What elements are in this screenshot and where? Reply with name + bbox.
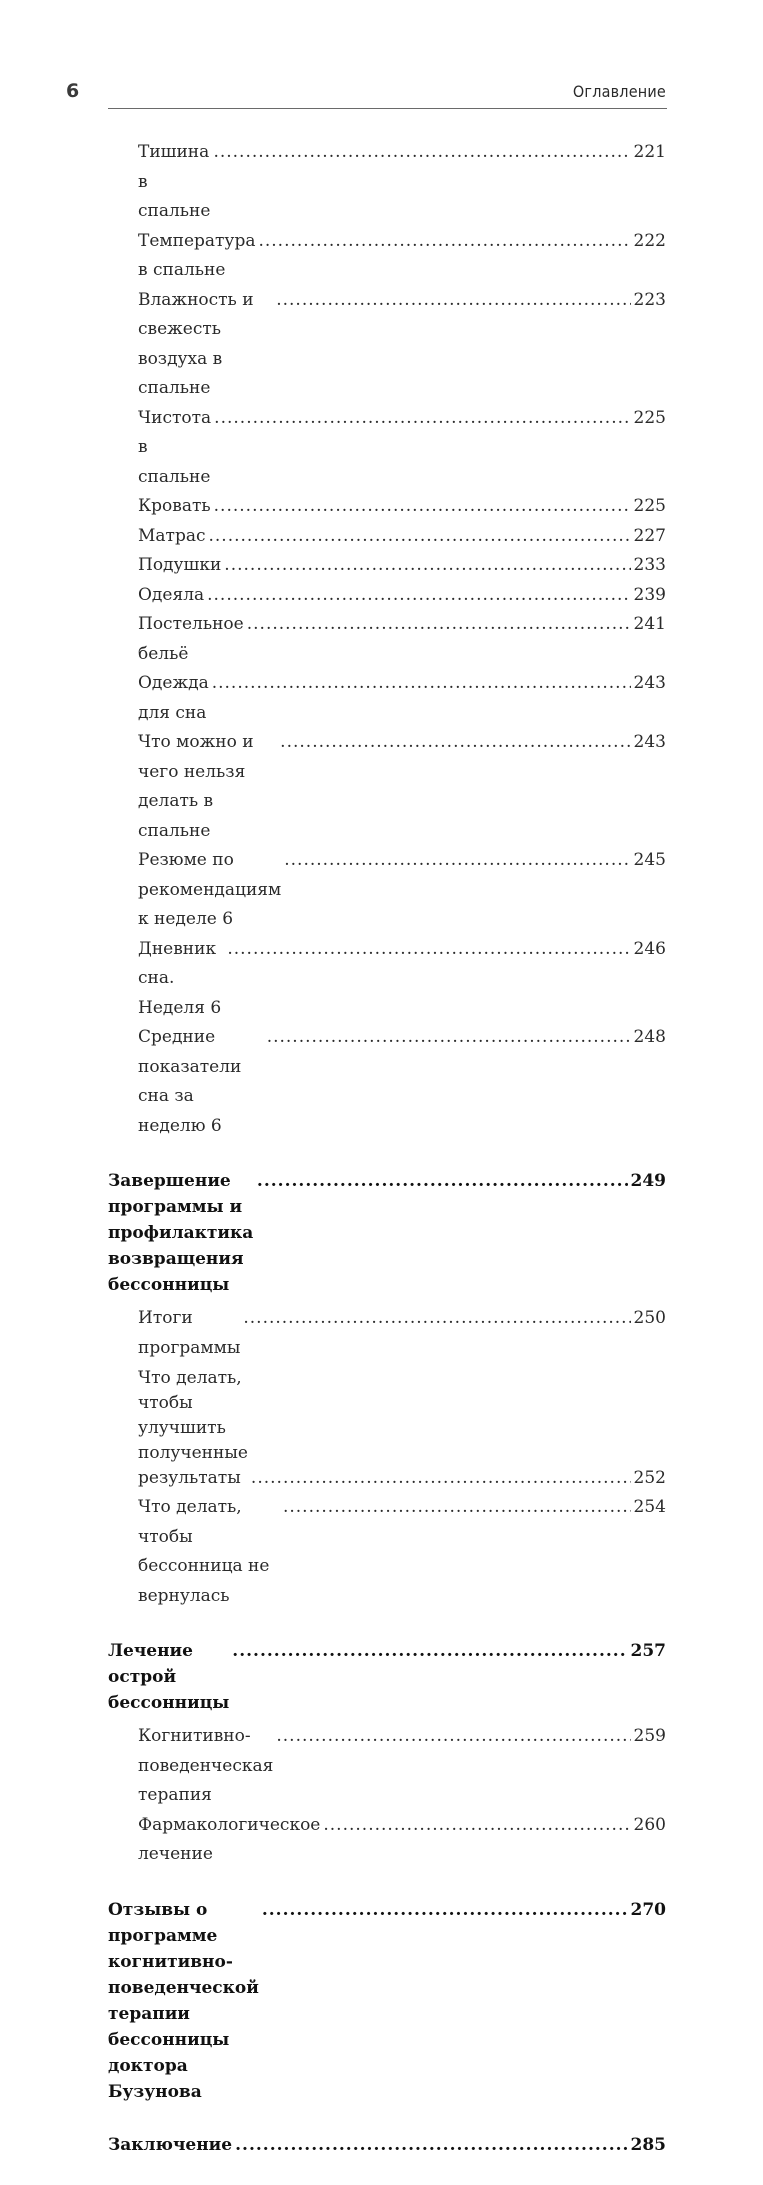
toc-entry-page: 246 bbox=[633, 938, 666, 959]
leader-dots bbox=[257, 1168, 628, 1194]
toc-entry-page: 239 bbox=[633, 584, 666, 605]
toc-group-acute bbox=[108, 1638, 666, 1870]
leader-dots bbox=[251, 1466, 631, 1491]
toc-entry-label: Средние показатели сна за неделю 6 bbox=[138, 1027, 242, 1136]
leader-dots bbox=[209, 522, 631, 552]
leader-dots bbox=[212, 669, 631, 699]
toc-entry-label: Когнитивно-поведенческая терапия bbox=[138, 1726, 274, 1805]
toc-entry[interactable] bbox=[108, 1366, 666, 1491]
toc-chapter-label: Заключение bbox=[108, 2134, 233, 2155]
leader-dots bbox=[232, 1638, 627, 1664]
toc-entry[interactable] bbox=[108, 227, 666, 286]
toc-entry-label: Кровать bbox=[138, 496, 211, 516]
toc-entry-label: Влажность и свежесть воздуха в спальне bbox=[138, 289, 254, 398]
toc-entry-label: Постельное бельё bbox=[138, 614, 244, 664]
leader-dots bbox=[214, 492, 631, 522]
toc-entry-label: Фармакологическое лечение bbox=[138, 1814, 321, 1864]
toc-chapter-entry[interactable] bbox=[108, 1897, 666, 2105]
toc-entry-page: 233 bbox=[633, 555, 666, 575]
toc-entry[interactable] bbox=[108, 1023, 666, 1141]
toc-entry-page: 248 bbox=[633, 1027, 666, 1047]
toc-entry-label: Что делать, чтобы бессонница не вернулась bbox=[138, 1497, 270, 1606]
toc-entry[interactable] bbox=[108, 138, 666, 227]
toc-entry[interactable] bbox=[108, 522, 666, 552]
toc-chapter-page: 270 bbox=[630, 1899, 666, 1920]
leader-dots bbox=[323, 1811, 630, 1841]
leader-dots bbox=[214, 404, 630, 434]
toc-chapter-page: 257 bbox=[630, 1641, 666, 1661]
toc-entry[interactable] bbox=[108, 935, 666, 1024]
toc-entry-page: 222 bbox=[633, 230, 666, 251]
toc-entry[interactable] bbox=[108, 1493, 666, 1611]
toc-chapter-page: 285 bbox=[630, 2134, 666, 2155]
leader-dots bbox=[235, 2132, 627, 2158]
running-head-title: Оглавление bbox=[572, 82, 666, 101]
leader-dots bbox=[283, 1493, 631, 1523]
toc-group-completion bbox=[108, 1168, 666, 1611]
leader-dots bbox=[280, 728, 630, 758]
toc-chapter-entry[interactable] bbox=[108, 1168, 666, 1298]
header-divider bbox=[108, 108, 667, 109]
toc-entry[interactable] bbox=[108, 1811, 666, 1870]
toc-entry-page: 223 bbox=[633, 289, 666, 310]
toc-entry-page: 259 bbox=[633, 1726, 666, 1746]
table-of-contents bbox=[108, 138, 666, 2185]
leader-dots bbox=[276, 286, 630, 316]
toc-entry-page: 250 bbox=[633, 1308, 666, 1328]
toc-entry-label: Дневник сна. Неделя 6 bbox=[138, 938, 222, 1018]
toc-entry[interactable] bbox=[108, 286, 666, 404]
toc-entry-page: 241 bbox=[633, 614, 666, 634]
toc-group-conclusion bbox=[108, 2132, 666, 2158]
toc-chapter-label: Завершение программы и профилактика возвращения бессонницы bbox=[108, 1171, 254, 1295]
leader-dots bbox=[213, 138, 630, 168]
toc-entry-label: Подушки bbox=[138, 555, 222, 575]
leader-dots bbox=[227, 935, 630, 965]
leader-dots bbox=[247, 610, 631, 640]
toc-entry-page: 260 bbox=[633, 1814, 666, 1835]
toc-entry[interactable] bbox=[108, 1722, 666, 1811]
toc-entry-label: Резюме по рекомендациям к неделе 6 bbox=[138, 850, 282, 929]
toc-entry-page: 243 bbox=[633, 673, 666, 693]
toc-entry[interactable] bbox=[108, 610, 666, 669]
toc-entry[interactable] bbox=[108, 581, 666, 611]
toc-entry-label: Одежда для сна bbox=[138, 673, 209, 723]
toc-entry-page: 254 bbox=[633, 1497, 666, 1517]
toc-entry-label: Что делать, чтобы улучшить полученные результаты bbox=[138, 1368, 248, 1488]
toc-entry-page: 243 bbox=[633, 732, 666, 752]
toc-entry-label: Что можно и чего нельзя делать в спальне bbox=[138, 732, 254, 841]
leader-dots bbox=[267, 1023, 631, 1053]
toc-entry-page: 221 bbox=[633, 142, 666, 162]
toc-entry[interactable] bbox=[108, 846, 666, 935]
toc-entry-label: Итоги программы bbox=[138, 1308, 241, 1358]
toc-entry[interactable] bbox=[108, 669, 666, 728]
toc-chapter-label: Отзывы о программе когнитивно-поведенческой терапии бессонницы доктора Бузунова bbox=[108, 1899, 259, 2102]
leader-dots bbox=[243, 1304, 630, 1334]
leader-dots bbox=[276, 1722, 630, 1752]
leader-dots bbox=[284, 846, 630, 876]
toc-entry[interactable] bbox=[108, 404, 666, 493]
toc-entry-page: 227 bbox=[633, 525, 666, 546]
toc-entry-page: 252 bbox=[633, 1468, 666, 1488]
page-number: 6 bbox=[66, 80, 80, 102]
leader-dots bbox=[207, 581, 630, 611]
leader-dots bbox=[258, 227, 630, 257]
toc-entry[interactable] bbox=[108, 492, 666, 522]
toc-chapter-label: Лечение острой бессонницы bbox=[108, 1641, 230, 1713]
toc-chapter-entry[interactable] bbox=[108, 1638, 666, 1716]
toc-chapter-entry[interactable] bbox=[108, 2132, 666, 2158]
toc-entry-page: 225 bbox=[633, 407, 666, 428]
toc-entry-page: 245 bbox=[633, 850, 666, 870]
toc-entry[interactable] bbox=[108, 1304, 666, 1363]
leader-dots bbox=[262, 1897, 628, 1923]
leader-dots bbox=[224, 551, 630, 581]
toc-entry[interactable] bbox=[108, 551, 666, 581]
toc-group-reviews bbox=[108, 1897, 666, 2105]
toc-entry-label: Чистота в спальне bbox=[138, 407, 212, 487]
toc-entry-page: 225 bbox=[633, 496, 666, 516]
toc-entry-label: Матрас bbox=[138, 525, 206, 546]
toc-entry[interactable] bbox=[108, 728, 666, 846]
toc-entry-label: Тишина в спальне bbox=[138, 142, 211, 221]
toc-entry-label: Одеяла bbox=[138, 584, 205, 605]
toc-group-bedroom bbox=[108, 138, 666, 1141]
toc-chapter-page: 249 bbox=[630, 1171, 666, 1191]
toc-entry-label: Температура в спальне bbox=[138, 230, 256, 280]
